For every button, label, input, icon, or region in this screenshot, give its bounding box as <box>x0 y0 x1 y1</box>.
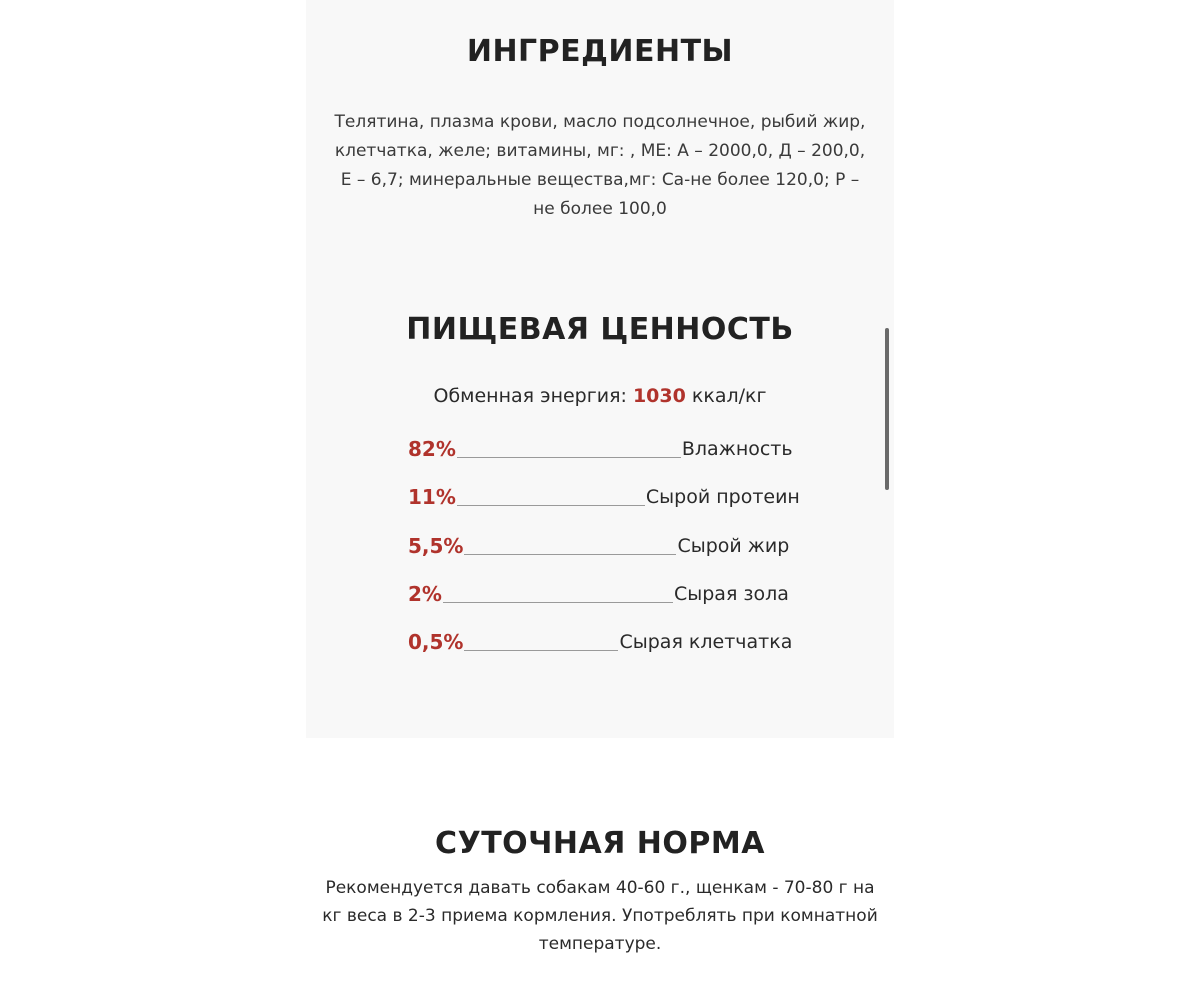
nutrient-row-ash <box>408 576 789 606</box>
nutrient-row-moisture <box>408 431 793 461</box>
nutrient-leader-line <box>464 650 618 651</box>
nutrition-heading: ПИЩЕВАЯ ЦЕННОСТЬ <box>406 312 794 347</box>
ingredients-text: Телятина, плазма крови, масло подсолнечное, рыбий жир, клетчатка, желе; витамины, мг: , МЕ: А – 2000,0, Д – 200,0, Е – 6,7; минеральные вещества,мг: Са-не более 120,0; Р – не более 100,0 <box>334 112 866 219</box>
daily-norm-heading: СУТОЧНАЯ НОРМА <box>435 826 765 861</box>
nutrient-percent: 11% <box>408 485 456 509</box>
nutrient-name: Сырая клетчатка <box>619 631 793 653</box>
nutrient-row-fiber <box>408 624 792 654</box>
nutrient-percent: 0,5% <box>408 630 464 654</box>
scrollbar-thumb[interactable] <box>885 328 889 490</box>
nutrient-percent: 5,5% <box>408 534 464 558</box>
nutrient-name: Сырой жир <box>677 535 790 557</box>
nutrient-leader-line <box>457 457 681 458</box>
nutrient-name: Сырая зола <box>673 583 789 605</box>
ingredients-heading: ИНГРЕДИЕНТЫ <box>466 34 734 69</box>
energy-label: Обменная энергия: <box>433 385 627 407</box>
nutrient-name: Сырой протеин <box>645 486 800 508</box>
nutrient-row-protein <box>408 479 800 509</box>
nutrient-leader-line <box>464 554 676 555</box>
energy-line <box>306 385 894 407</box>
nutrient-row-fat <box>408 528 789 558</box>
daily-norm-text: Рекомендуется давать собакам 40-60 г., щенкам - 70-80 г на кг веса в 2-3 приема кормления. Употреблять при комнатной температуре. <box>322 878 878 954</box>
nutrient-percent: 2% <box>408 582 442 606</box>
nutrient-leader-line <box>443 602 673 603</box>
nutrient-leader-line <box>457 505 645 506</box>
energy-value: 1030 <box>632 385 686 407</box>
nutrient-percent: 82% <box>408 437 456 461</box>
energy-unit: ккал/кг <box>691 385 767 407</box>
nutrient-name: Влажность <box>681 438 793 460</box>
